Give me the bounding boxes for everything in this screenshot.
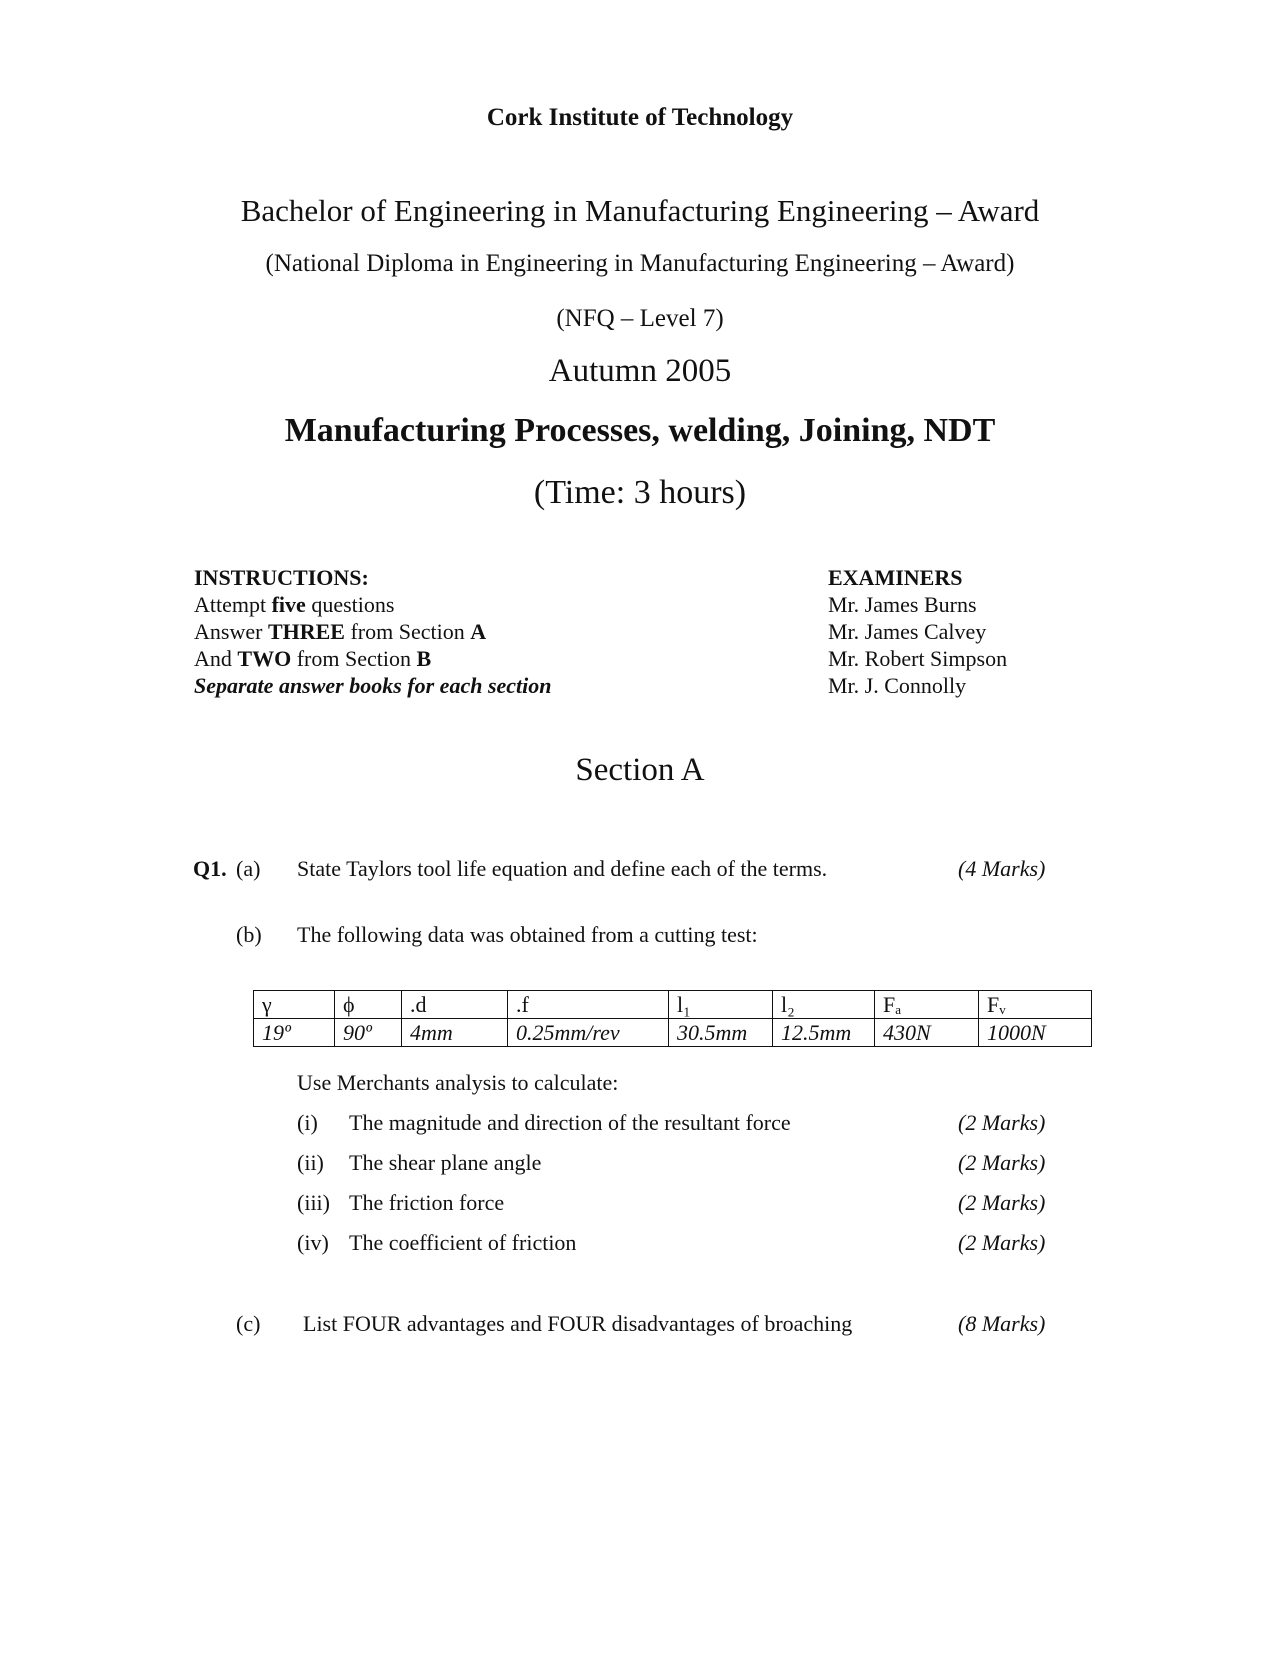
table-header-cell: .d [402, 991, 508, 1019]
question-number: Q1. [193, 856, 227, 881]
table-cell: 0.25mm/rev [508, 1019, 669, 1047]
subpart-label: (ii) [297, 1150, 324, 1175]
diploma-title: (National Diploma in Engineering in Manufacturing Engineering – Award) [265, 250, 1015, 277]
examiners-heading: EXAMINERS [828, 565, 963, 590]
part-label: (b) [236, 922, 262, 947]
instructions-heading: INSTRUCTIONS: [194, 565, 369, 590]
table-cell: 4mm [402, 1019, 508, 1047]
part-text: State Taylors tool life equation and define each of the terms. [297, 856, 828, 881]
part-text: The following data was obtained from a cutting test: [297, 922, 758, 947]
marks-label: (2 Marks) [958, 1230, 1046, 1255]
table-header-cell: .f [508, 991, 669, 1019]
degree-title: Bachelor of Engineering in Manufacturing Engineering – Award [240, 193, 1040, 228]
merchants-intro: Use Merchants analysis to calculate: [297, 1070, 619, 1095]
marks-label: (8 Marks) [958, 1311, 1046, 1336]
table-header-cell: l₂ [773, 991, 875, 1019]
marks-label: (4 Marks) [958, 856, 1046, 881]
examiner-name: Mr. James Calvey [828, 619, 987, 644]
subpart-text: The coefficient of friction [349, 1230, 577, 1255]
exam-duration: (Time: 3 hours) [533, 474, 747, 511]
marks-label: (2 Marks) [958, 1190, 1046, 1215]
subpart-text: The magnitude and direction of the resultant force [349, 1110, 791, 1135]
table-header-row [254, 991, 1092, 1019]
examiner-name: Mr. James Burns [828, 592, 977, 617]
table-cell: 90º [335, 1019, 402, 1047]
subpart-text: The shear plane angle [349, 1150, 542, 1175]
cutting-test-table [253, 990, 1092, 1047]
table-header-cell: γ [254, 991, 335, 1019]
table-cell: 430N [875, 1019, 979, 1047]
table-cell: 30.5mm [669, 1019, 773, 1047]
part-label: (c) [236, 1311, 261, 1336]
table-header-cell: ϕ [335, 991, 402, 1019]
subpart-label: (i) [297, 1110, 318, 1135]
part-text: List FOUR advantages and FOUR disadvantages of broaching [303, 1311, 853, 1336]
examiner-name: Mr. Robert Simpson [828, 646, 1008, 671]
subpart-text: The friction force [349, 1190, 505, 1215]
instruction-line: Answer THREE from Section A [194, 619, 487, 644]
instruction-line: Attempt five questions [194, 592, 395, 617]
subpart-label: (iii) [297, 1190, 330, 1215]
table-row [254, 1019, 1092, 1047]
examiner-name: Mr. J. Connolly [828, 673, 967, 698]
section-title: Section A [575, 752, 705, 788]
part-label: (a) [236, 856, 261, 881]
instruction-line: And TWO from Section B [194, 646, 432, 671]
examiners-block [828, 564, 1007, 699]
table-cell: 12.5mm [773, 1019, 875, 1047]
table-header-cell: Fₐ [875, 991, 979, 1019]
table-header-cell: Fᵥ [979, 991, 1092, 1019]
table-header-cell: l₁ [669, 991, 773, 1019]
marks-label: (2 Marks) [958, 1150, 1046, 1175]
subpart-label: (iv) [297, 1230, 329, 1255]
marks-label: (2 Marks) [958, 1110, 1046, 1135]
nfq-level: (NFQ – Level 7) [556, 305, 724, 332]
instruction-separate-books: Separate answer books for each section [194, 673, 552, 698]
exam-term: Autumn 2005 [548, 353, 732, 389]
instructions-block [194, 564, 552, 699]
institution-name: Cork Institute of Technology [486, 104, 794, 131]
exam-subject: Manufacturing Processes, welding, Joining, NDT [284, 412, 996, 449]
table-cell: 19º [254, 1019, 335, 1047]
table-cell: 1000N [979, 1019, 1092, 1047]
